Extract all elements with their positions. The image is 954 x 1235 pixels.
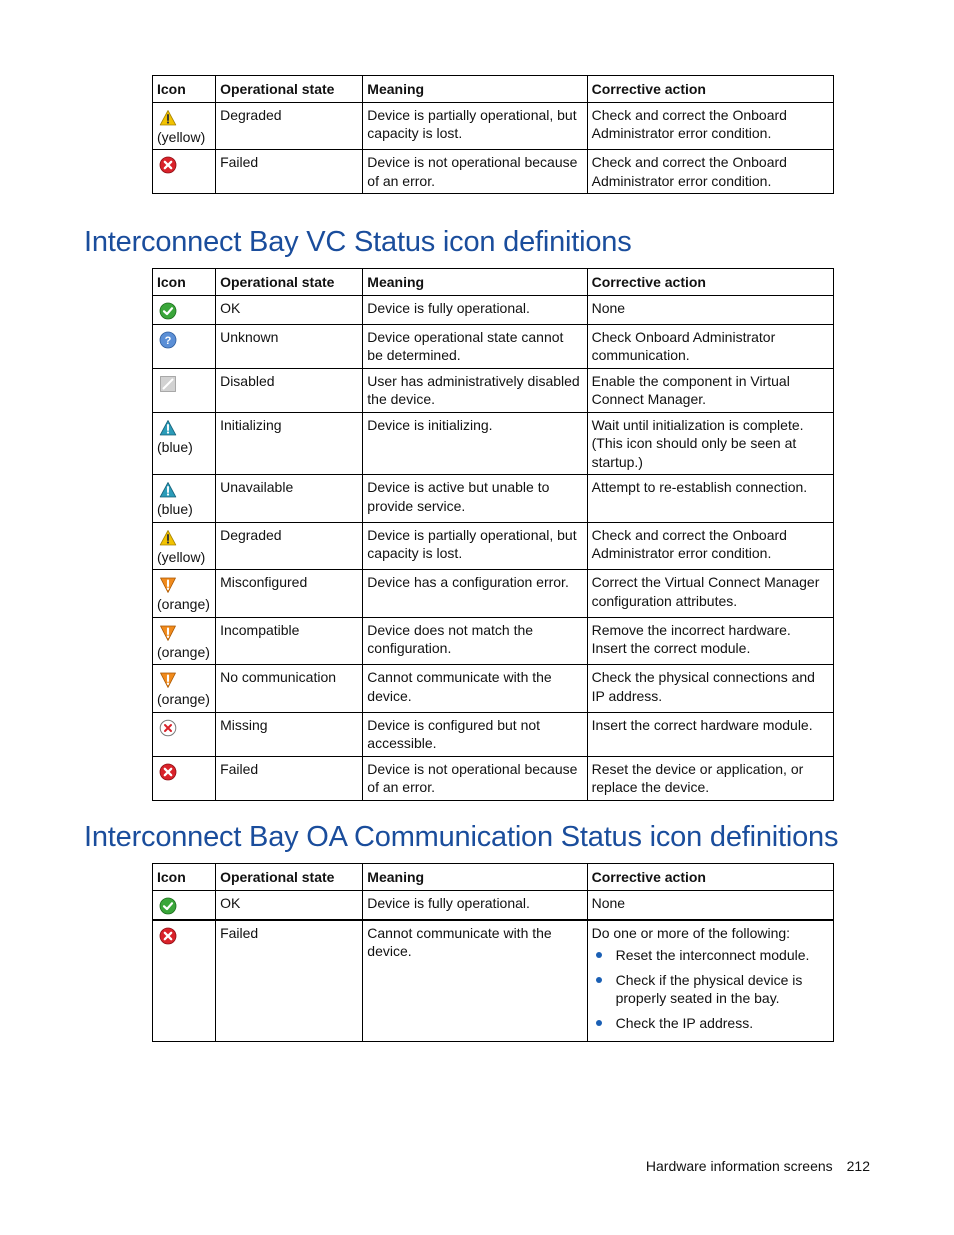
corrective-action-text: None xyxy=(591,894,626,911)
corrective-action-cell xyxy=(587,712,833,756)
header-meaning: Meaning xyxy=(363,864,587,891)
icon-cell xyxy=(153,617,216,665)
meaning-cell: Device is active but unable to provide service. xyxy=(363,475,587,523)
icon-color-label: (orange) xyxy=(157,691,210,707)
meaning-cell: User has administratively disabled the device. xyxy=(363,368,587,412)
warning-orange-icon xyxy=(159,624,177,642)
warning-orange-icon xyxy=(159,671,177,689)
icon-cell xyxy=(153,412,216,475)
icon-cell xyxy=(153,522,216,570)
section-title-oa-communication: Interconnect Bay OA Communication Status icon definitions xyxy=(84,821,839,853)
failed-icon xyxy=(159,156,177,174)
icon-color-label: (yellow) xyxy=(157,548,206,565)
action-bullet-item: Reset the interconnect module. xyxy=(616,946,829,965)
corrective-action-text: Wait until initialization is complete. (This icon should only be seen at startup.) xyxy=(591,416,804,470)
meaning-cell: Cannot communicate with the device. xyxy=(363,920,587,1042)
corrective-action-cell xyxy=(587,890,833,920)
icon-cell xyxy=(153,368,216,412)
table-row xyxy=(153,475,834,523)
warning-orange-icon xyxy=(159,576,177,594)
icon-cell xyxy=(153,712,216,756)
meaning-cell: Device is partially operational, but capacity is lost. xyxy=(363,522,587,570)
icon-cell xyxy=(153,102,216,150)
operational-state-cell: Degraded xyxy=(216,522,363,570)
table-row xyxy=(153,295,834,324)
header-state: Operational state xyxy=(216,864,363,891)
meaning-cell: Device is not operational because of an error. xyxy=(363,756,587,800)
header-icon: Icon xyxy=(153,864,216,891)
icon-color-label: (orange) xyxy=(157,596,210,612)
meaning-cell: Cannot communicate with the device. xyxy=(363,665,587,713)
page-footer xyxy=(646,1158,870,1174)
operational-state-cell: Failed xyxy=(216,150,363,194)
corrective-action-cell xyxy=(587,368,833,412)
meaning-cell: Device is not operational because of an error. xyxy=(363,150,587,194)
header-icon: Icon xyxy=(153,269,216,296)
action-bullet-item: Check if the physical device is properly seated in the bay. xyxy=(616,971,829,1008)
corrective-action-text: Check Onboard Administrator communication. xyxy=(591,328,776,363)
warning-yellow-icon xyxy=(159,109,177,127)
action-bullet-list xyxy=(592,946,829,1032)
corrective-action-text: None xyxy=(591,299,626,316)
icon-cell xyxy=(153,295,216,324)
operational-state-cell: Degraded xyxy=(216,102,363,150)
corrective-action-text: Check and correct the Onboard Administrator error condition. xyxy=(591,526,787,561)
header-action: Corrective action xyxy=(587,269,833,296)
warning-yellow-icon xyxy=(159,529,177,547)
table-row xyxy=(153,712,834,756)
failed-icon xyxy=(159,763,177,781)
operational-state-cell: No communication xyxy=(216,665,363,713)
table-header-row xyxy=(153,76,834,103)
meaning-cell: Device is fully operational. xyxy=(363,890,587,920)
operational-state-cell: Failed xyxy=(216,920,363,1042)
corrective-action-cell xyxy=(587,150,833,194)
icon-color-label: (orange) xyxy=(157,643,210,660)
table-row xyxy=(153,756,834,800)
icon-color-label: (blue) xyxy=(157,501,193,517)
header-state: Operational state xyxy=(216,269,363,296)
icon-cell xyxy=(153,150,216,194)
icon-cell xyxy=(153,324,216,368)
icon-color-label: (yellow) xyxy=(157,128,206,145)
meaning-cell: Device is fully operational. xyxy=(363,295,587,324)
corrective-action-cell xyxy=(587,475,833,523)
operational-state-cell: Initializing xyxy=(216,412,363,475)
corrective-action-text: Reset the device or application, or replace the device. xyxy=(591,760,804,795)
header-meaning: Meaning xyxy=(363,269,587,296)
header-state: Operational state xyxy=(216,76,363,103)
ok-icon xyxy=(159,302,177,320)
warning-blue-icon xyxy=(159,481,177,499)
status-table-top xyxy=(152,75,834,194)
icon-cell xyxy=(153,570,216,618)
operational-state-cell: OK xyxy=(216,295,363,324)
page-number: 212 xyxy=(846,1158,870,1174)
action-bullet-item: Check the IP address. xyxy=(616,1014,829,1033)
icon-color-label: (blue) xyxy=(157,438,193,455)
corrective-action-text: Remove the incorrect hardware. Insert the correct module. xyxy=(591,621,791,656)
corrective-action-cell xyxy=(587,522,833,570)
icon-cell xyxy=(153,756,216,800)
disabled-icon xyxy=(159,375,177,393)
corrective-action-cell xyxy=(587,756,833,800)
table-header-row xyxy=(153,269,834,296)
warning-blue-icon xyxy=(159,419,177,437)
table-row xyxy=(153,920,834,1042)
corrective-action-text: Check the physical connections and IP address. xyxy=(591,669,815,704)
operational-state-cell: Unavailable xyxy=(216,475,363,523)
corrective-action-text: Correct the Virtual Connect Manager configuration attributes. xyxy=(591,574,820,609)
operational-state-cell: Incompatible xyxy=(216,617,363,665)
status-table-vc xyxy=(152,268,834,801)
meaning-cell: Device is configured but not accessible. xyxy=(363,712,587,756)
footer-section-name: Hardware information screens xyxy=(645,1158,833,1174)
icon-cell xyxy=(153,665,216,713)
operational-state-cell: Misconfigured xyxy=(216,570,363,618)
operational-state-cell: Missing xyxy=(216,712,363,756)
ok-icon xyxy=(159,897,177,915)
unknown-icon xyxy=(159,331,177,349)
table-row xyxy=(153,665,834,713)
corrective-action-text: Do one or more of the following: xyxy=(591,924,791,941)
header-meaning: Meaning xyxy=(363,76,587,103)
meaning-cell: Device has a configuration error. xyxy=(363,570,587,618)
table-row xyxy=(153,617,834,665)
corrective-action-cell xyxy=(587,324,833,368)
meaning-cell: Device operational state cannot be determined. xyxy=(363,324,587,368)
svg-text:?: ? xyxy=(164,334,172,347)
table-row xyxy=(153,150,834,194)
icon-cell xyxy=(153,920,216,1042)
corrective-action-cell xyxy=(587,617,833,665)
corrective-action-text: Enable the component in Virtual Connect Manager. xyxy=(591,372,790,407)
operational-state-cell: Unknown xyxy=(216,324,363,368)
corrective-action-text: Attempt to re-establish connection. xyxy=(591,479,808,495)
meaning-cell: Device is initializing. xyxy=(363,412,587,475)
section-title-vc-status: Interconnect Bay VC Status icon definitions xyxy=(84,226,632,258)
operational-state-cell: OK xyxy=(216,890,363,920)
corrective-action-cell xyxy=(587,102,833,150)
corrective-action-cell xyxy=(587,570,833,618)
meaning-cell: Device is partially operational, but capacity is lost. xyxy=(363,102,587,150)
corrective-action-cell xyxy=(587,920,833,1042)
failed-icon xyxy=(159,927,177,945)
corrective-action-text: Check and correct the Onboard Administrator error condition. xyxy=(591,154,787,189)
corrective-action-text: Insert the correct hardware module. xyxy=(591,716,813,733)
missing-icon xyxy=(159,719,177,737)
table-row xyxy=(153,522,834,570)
header-action: Corrective action xyxy=(587,76,833,103)
table-row xyxy=(153,570,834,618)
header-action: Corrective action xyxy=(587,864,833,891)
meaning-cell: Device does not match the configuration. xyxy=(363,617,587,665)
corrective-action-text: Check and correct the Onboard Administrator error condition. xyxy=(591,106,787,141)
table-row xyxy=(153,102,834,150)
operational-state-cell: Disabled xyxy=(216,368,363,412)
operational-state-cell: Failed xyxy=(216,756,363,800)
table-row xyxy=(153,324,834,368)
corrective-action-cell xyxy=(587,665,833,713)
corrective-action-cell xyxy=(587,295,833,324)
corrective-action-cell xyxy=(587,412,833,475)
table-header-row xyxy=(153,864,834,891)
icon-cell xyxy=(153,890,216,920)
table-row xyxy=(153,412,834,475)
table-row xyxy=(153,368,834,412)
icon-cell xyxy=(153,475,216,523)
header-icon: Icon xyxy=(153,76,216,103)
table-row xyxy=(153,890,834,920)
status-table-oa xyxy=(152,863,834,1042)
